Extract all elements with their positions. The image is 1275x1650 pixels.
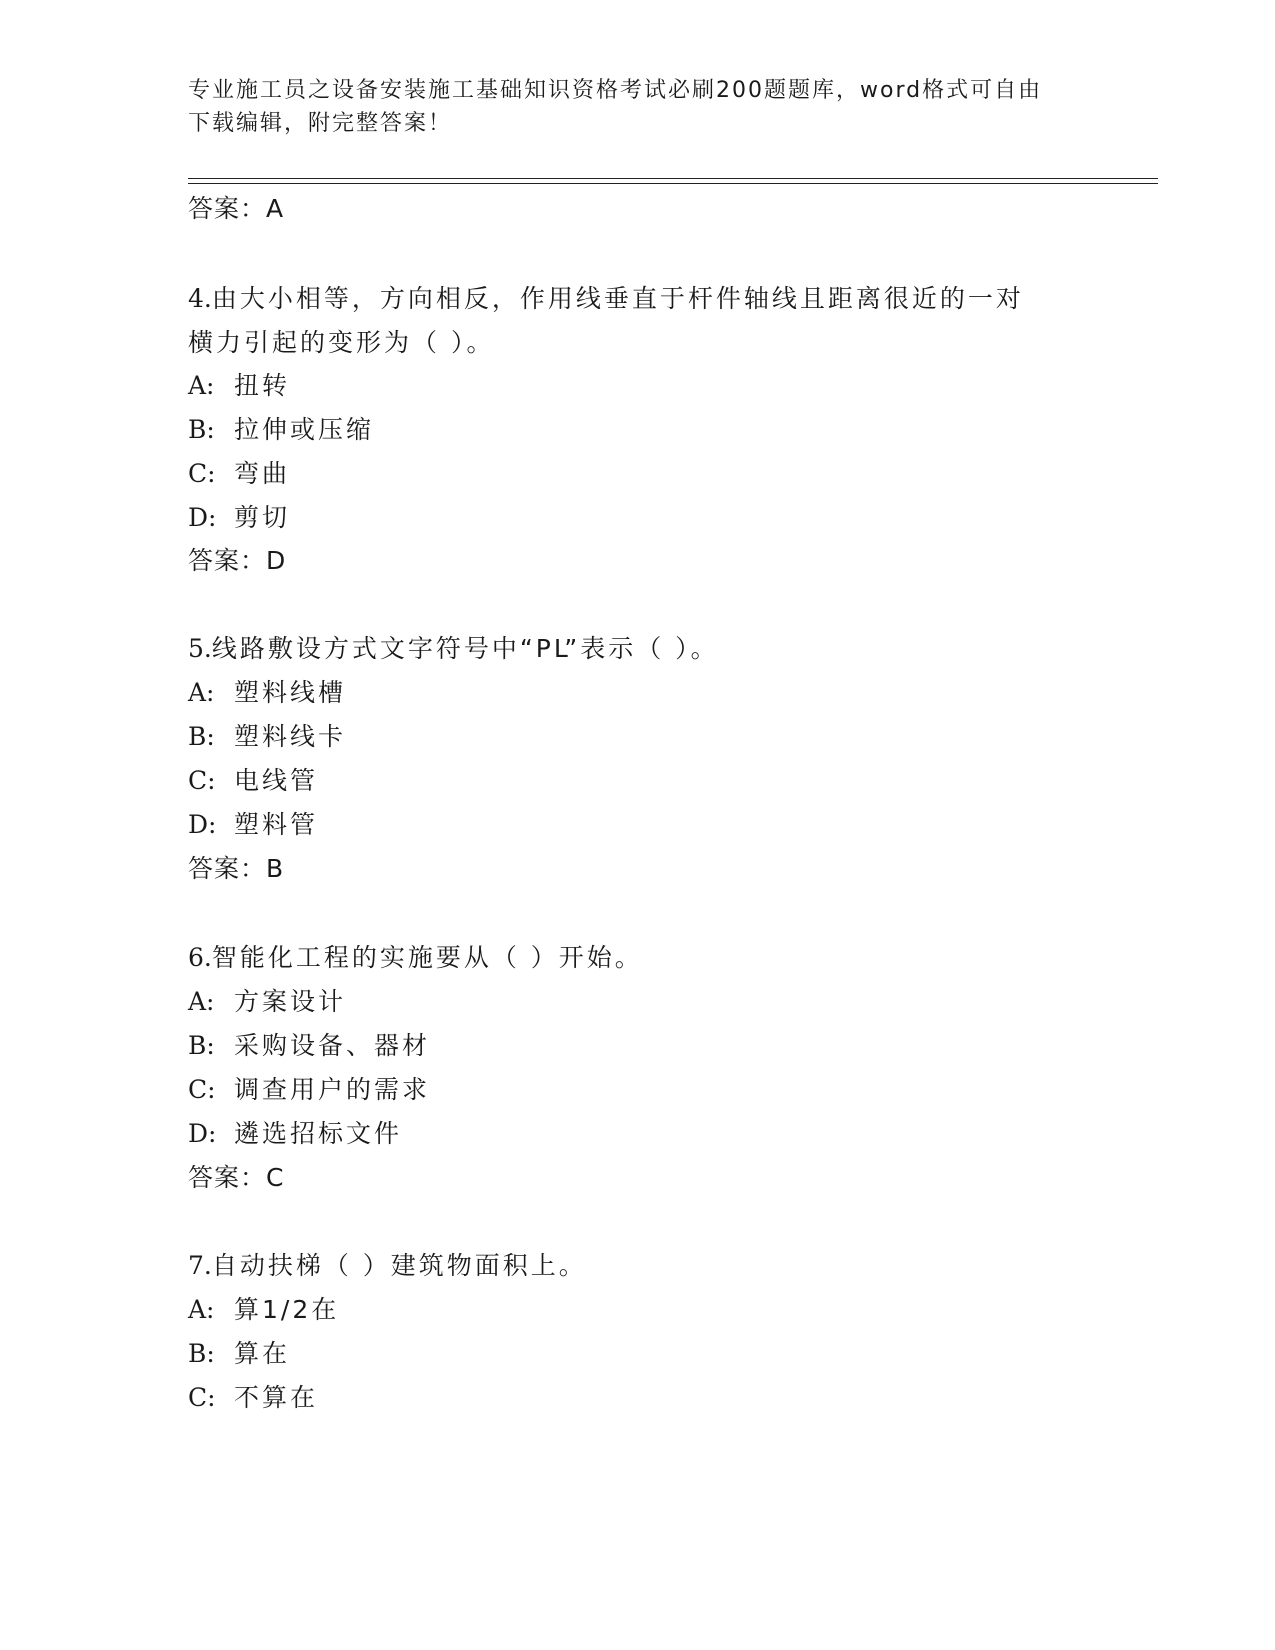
option-text: 方案设计 xyxy=(234,987,347,1016)
question-text: 自动扶梯（ ）建筑物面积上。 xyxy=(211,1251,587,1280)
option-text: 塑料管 xyxy=(234,810,319,839)
option-letter: D: xyxy=(188,810,217,839)
option-text: 剪切 xyxy=(234,503,291,532)
question-number: 5. xyxy=(188,634,212,663)
question-6-answer: 答案：C xyxy=(188,1163,285,1192)
question-4-option-c xyxy=(188,458,290,490)
question-4-option-b xyxy=(188,414,374,446)
option-letter: A: xyxy=(188,987,215,1016)
option-text: 调查用户的需求 xyxy=(234,1075,431,1104)
header-divider xyxy=(188,178,1158,179)
option-text: 塑料线卡 xyxy=(234,722,347,751)
header-title-line-1: 专业施工员之设备安装施工基础知识资格考试必刷200题题库，word格式可自由 xyxy=(188,78,1043,103)
question-5-option-a xyxy=(188,677,346,709)
question-4-text-line-1 xyxy=(188,283,1024,315)
option-text: 采购设备、器材 xyxy=(234,1031,431,1060)
answer-previous: 答案：A xyxy=(188,194,285,223)
question-text: 智能化工程的实施要从（ ）开始。 xyxy=(211,943,643,972)
option-text: 遴选招标文件 xyxy=(234,1119,403,1148)
option-letter: C: xyxy=(188,1075,216,1104)
header-divider-second xyxy=(188,183,1158,184)
question-number: 7. xyxy=(188,1251,212,1280)
question-4-option-d xyxy=(188,502,290,534)
option-text: 弯曲 xyxy=(234,459,291,488)
question-7-option-b xyxy=(188,1338,290,1370)
question-6-option-d xyxy=(188,1118,402,1150)
option-letter: C: xyxy=(188,1383,216,1412)
question-5-option-b xyxy=(188,721,346,753)
question-text: 线路敷设方式文字符号中“PL”表示（ ）。 xyxy=(211,634,719,663)
question-4-text-line-2: 横力引起的变形为（ ）。 xyxy=(188,328,495,357)
question-5-answer: 答案：B xyxy=(188,854,285,883)
option-text: 扭转 xyxy=(234,371,291,400)
option-letter: D: xyxy=(188,1119,217,1148)
option-letter: B: xyxy=(188,722,215,751)
option-text: 不算在 xyxy=(234,1383,319,1412)
question-5-option-d xyxy=(188,809,318,841)
option-letter: A: xyxy=(188,1295,215,1324)
option-letter: A: xyxy=(188,371,215,400)
question-6-option-c xyxy=(188,1074,430,1106)
question-text: 由大小相等，方向相反，作用线垂直于杆件轴线且距离很近的一对 xyxy=(211,284,1024,313)
option-text: 电线管 xyxy=(234,766,319,795)
option-text: 算在 xyxy=(234,1339,291,1368)
question-5-text-line-1 xyxy=(188,633,719,665)
option-text: 拉伸或压缩 xyxy=(234,415,375,444)
question-4-option-a xyxy=(188,370,290,402)
question-7-option-a xyxy=(188,1294,339,1326)
option-letter: B: xyxy=(188,1339,215,1368)
option-letter: B: xyxy=(188,415,215,444)
option-letter: A: xyxy=(188,678,215,707)
question-5-option-c xyxy=(188,765,318,797)
option-letter: C: xyxy=(188,766,216,795)
question-7-text-line-1 xyxy=(188,1250,587,1282)
header-title-line-2: 下载编辑，附完整答案！ xyxy=(188,111,453,136)
page-header xyxy=(188,74,1068,140)
question-6-option-b xyxy=(188,1030,430,1062)
option-text: 算1/2在 xyxy=(234,1295,340,1324)
option-letter: C: xyxy=(188,459,216,488)
question-number: 4. xyxy=(188,284,212,313)
option-letter: B: xyxy=(188,1031,215,1060)
question-4-answer: 答案：D xyxy=(188,546,287,575)
option-letter: D: xyxy=(188,503,217,532)
question-6-text-line-1 xyxy=(188,942,643,974)
question-7-option-c xyxy=(188,1382,318,1414)
question-number: 6. xyxy=(188,943,212,972)
question-6-option-a xyxy=(188,986,346,1018)
option-text: 塑料线槽 xyxy=(234,678,347,707)
